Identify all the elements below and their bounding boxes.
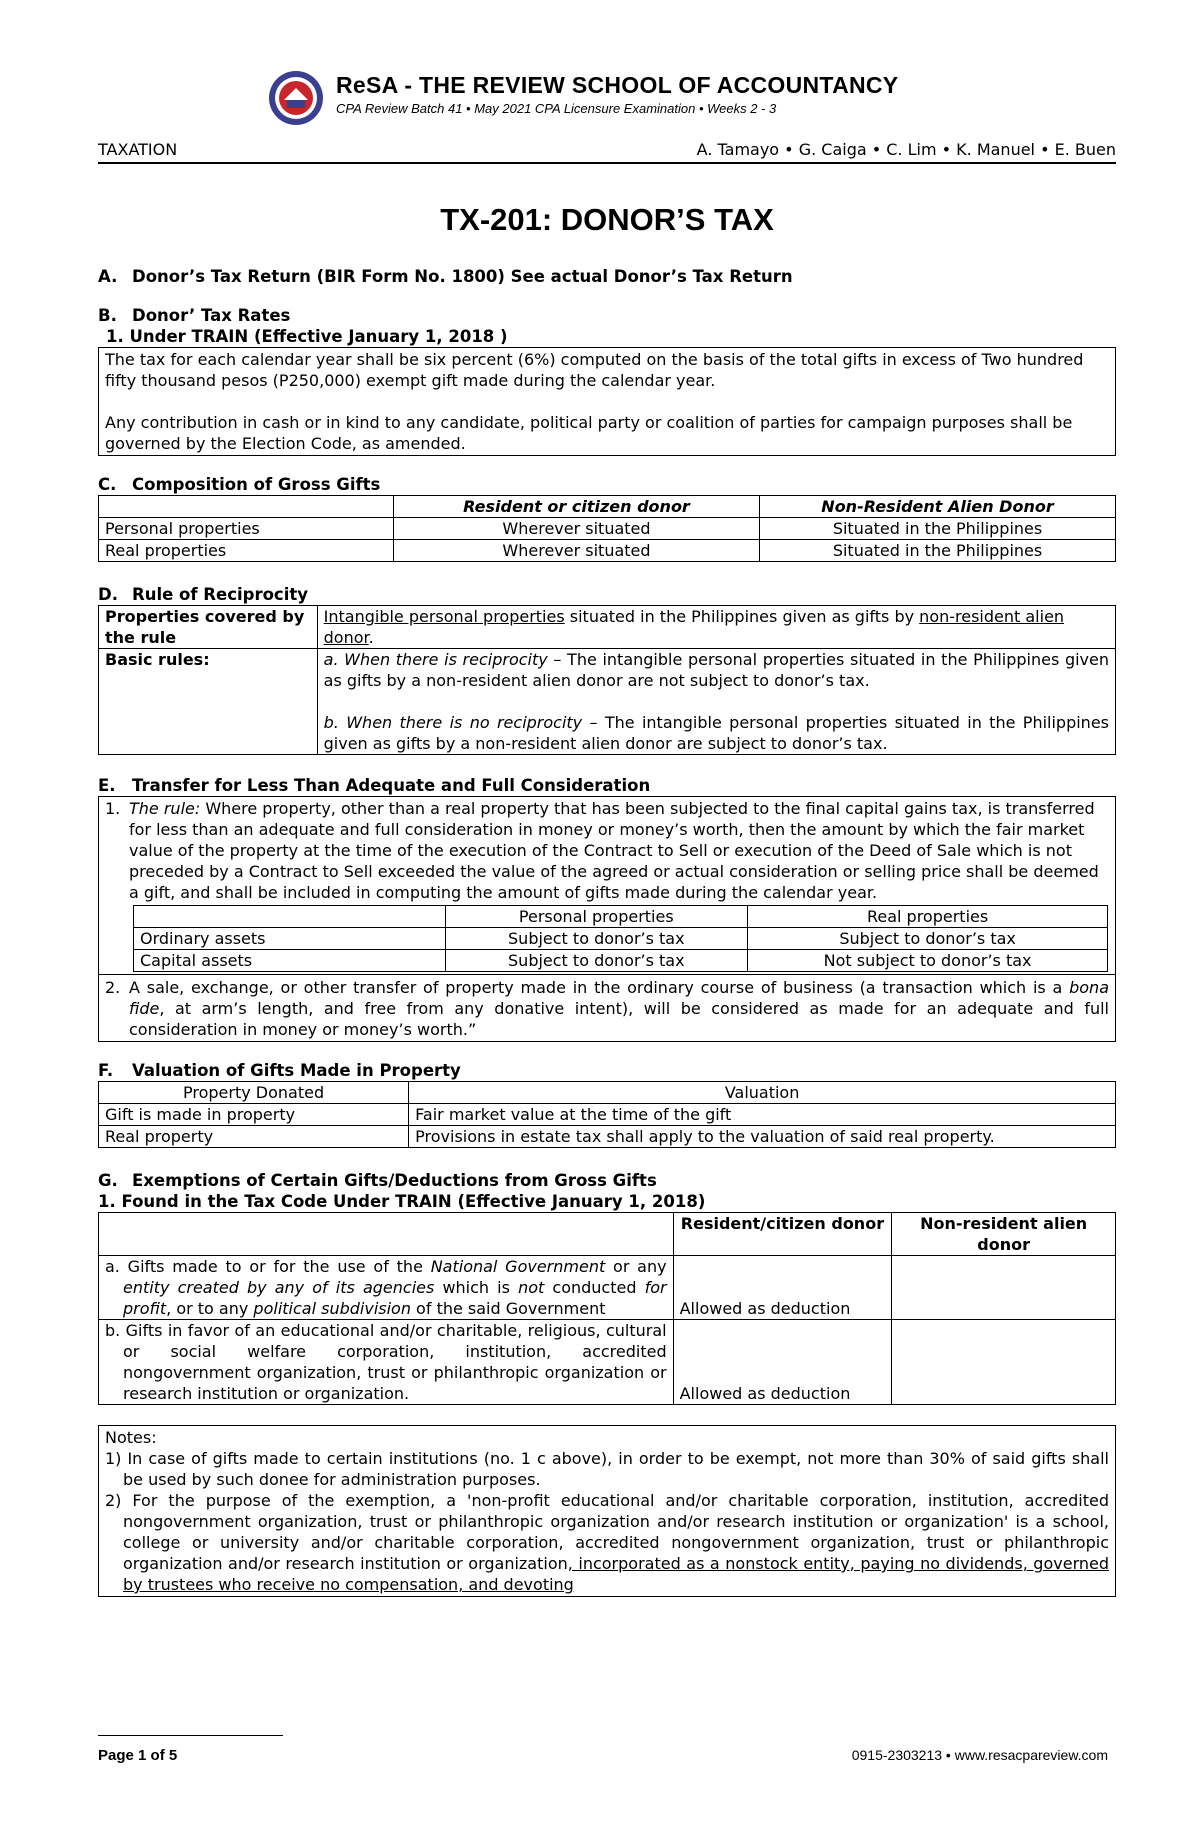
subject-row (98, 140, 1116, 164)
exemptions-table (98, 1212, 1116, 1405)
header-resident-citizen: Resident/citizen donor (673, 1213, 892, 1256)
header-resident: Resident or citizen donor (393, 496, 759, 518)
ordinary-course-paragraph: 2. A sale, exchange, or other transfer of property made in the ordinary course of business (a transaction which is a bona fide, at arm’s length, and free from any donative intent), will be considered as made for an adequate and full consideration in money or money’s worth.” (99, 974, 1115, 1041)
campaign-contribution-paragraph: Any contribution in cash or in kind to any candidate, political party or coalition of parties for campaign purposes shall be governed by the Election Code, as amended. (105, 413, 1073, 453)
header-nonresident-alien: Non-resident alien donor (892, 1213, 1116, 1256)
brand-block (336, 72, 898, 116)
section-d-heading: D. Rule of Reciprocity (98, 585, 308, 604)
exemption-charitable: b. Gifts in favor of an educational and/or charitable, religious, cultural or social welfare corporation, institution, accredited nongovernment organization, trust or philanthropic organization or research institution or organization. (99, 1320, 674, 1405)
brand-subtitle: CPA Review Batch 41 • May 2021 CPA Licensure Examination • Weeks 2 - 3 (336, 101, 777, 116)
table-row: b. Gifts in favor of an educational and/or charitable, religious, cultural or social welfare corporation, institution, accredited nongovernment organization, trust or philanthropic organization or research institution or organization. Allowed as deduction (99, 1320, 1116, 1405)
gross-gifts-table (98, 495, 1116, 562)
section-b-subheading: 1. Under TRAIN (Effective January 1, 2018 ) (106, 327, 508, 346)
section-g-heading: G. Exemptions of Certain Gifts/Deductions from Gross Gifts (98, 1171, 657, 1190)
notes-box (98, 1425, 1116, 1597)
table-row (99, 649, 1116, 755)
reciprocity-table (98, 605, 1116, 755)
table-row: Gift is made in property Fair market value at the time of the gift (99, 1104, 1116, 1126)
note-2: 2) For the purpose of the exemption, a 'non-profit educational and/or charitable corporation, institution, accredited nongovernment organization, trust or philanthropic organization and/or research institution or organization' is a school, college or university and/or charitable corporation, accredited nongovernment organization, trust or philanthropic organization and/or research institution or organization, incorporated as a nonstock entity, paying no dividends, governed by trustees who receive no compensation, and devoting (105, 1491, 1110, 1594)
properties-covered-value: Intangible personal properties situated in the Philippines given as gifts by non-resident alien donor. (317, 606, 1115, 649)
section-g-subheading: 1. Found in the Tax Code Under TRAIN (Effective January 1, 2018) (98, 1192, 706, 1211)
notes-title: Notes: (105, 1428, 157, 1447)
table-row (99, 606, 1116, 649)
resa-logo-icon (268, 70, 324, 126)
page-number: Page 1 of 5 (98, 1747, 178, 1764)
valuation-table (98, 1081, 1116, 1148)
rule-paragraph: 1. The rule: Where property, other than a real property that has been subjected to the final capital gains tax, is transferred for less than an adequate and full consideration in money or money’s worth, then the amount by which the fair market value of the property at the time of the execution of the Contract to Sell or execution of the Deed of Sale which is not preceded by a Contract to Sell exceeded the value of the agreed or actual consideration or selling price shall be deemed a gift, and shall be included in computing the amount of gifts made during the calendar year. (105, 799, 1099, 902)
transfer-box (98, 796, 1116, 1042)
basic-rules-label: Basic rules: (99, 649, 318, 755)
authors-label: A. Tamayo • G. Caiga • C. Lim • K. Manuel • E. Buen (696, 140, 1116, 159)
note-1: 1) In case of gifts made to certain institutions (no. 1 c above), in order to be exempt, not more than 30% of said gifts shall be used by such donee for administration purposes. (105, 1449, 1109, 1489)
table-row: Capital assets Subject to donor’s tax Not subject to donor’s tax (134, 950, 1108, 972)
section-b-heading: B. Donor’ Tax Rates (98, 306, 291, 325)
section-e-heading: E. Transfer for Less Than Adequate and Full Consideration (98, 776, 651, 795)
table-header-row (99, 496, 1116, 518)
brand-title: ReSA - THE REVIEW SCHOOL OF ACCOUNTANCY (336, 72, 899, 98)
tax-rate-paragraph: The tax for each calendar year shall be six percent (6%) computed on the basis of the total gifts in excess of Two hundred fifty thousand pesos (P250,000) exempt gift made during the calendar year. (105, 350, 1084, 390)
basic-rules-value: a. When there is reciprocity – The intangible personal properties situated in the Philippines given as gifts by a non-resident alien donor are not subject to donor’s tax. b. When there is no reciprocity – The intangible personal properties situated in the Philippines given as gifts by a non-resident alien donor are subject to donor’s tax. (317, 649, 1115, 755)
page-header (98, 60, 1116, 128)
contact-info: 0915-2303213 • www.resacpareview.com (851, 1747, 1108, 1763)
subject-label: TAXATION (98, 140, 178, 159)
table-header-row: Personal properties Real properties (134, 906, 1108, 928)
exemption-government: a. Gifts made to or for the use of the National Government or any entity created by any of its agencies which is not conducted for profit, or to any political subdivision of the said Government (99, 1256, 674, 1320)
footer-divider (98, 1735, 283, 1736)
section-c-heading: C. Composition of Gross Gifts (98, 475, 381, 494)
table-row: Personal properties Wherever situated Situated in the Philippines (99, 518, 1116, 540)
document-page (98, 60, 1116, 1597)
page-footer (98, 1735, 1116, 1764)
table-row: Real properties Wherever situated Situated in the Philippines (99, 540, 1116, 562)
section-a-heading: A. Donor’s Tax Return (BIR Form No. 1800) See actual Donor’s Tax Return (98, 267, 793, 286)
properties-covered-label: Properties covered by the rule (99, 606, 318, 649)
section-f-heading: F. Valuation of Gifts Made in Property (98, 1061, 461, 1080)
table-header-row (99, 1213, 1116, 1256)
table-header-row: Property Donated Valuation (99, 1082, 1116, 1104)
tax-rate-box (98, 347, 1116, 456)
header-nonresident: Non-Resident Alien Donor (760, 496, 1116, 518)
asset-classification-table (133, 905, 1108, 972)
table-row: Ordinary assets Subject to donor’s tax Subject to donor’s tax (134, 928, 1108, 950)
table-row: Real property Provisions in estate tax shall apply to the valuation of said real property. (99, 1126, 1116, 1148)
table-row: a. Gifts made to or for the use of the National Government or any entity created by any of its agencies which is not conducted for profit, or to any political subdivision of the said Government Allowed as deduction (99, 1256, 1116, 1320)
document-title: TX-201: DONOR’S TAX (440, 202, 774, 237)
